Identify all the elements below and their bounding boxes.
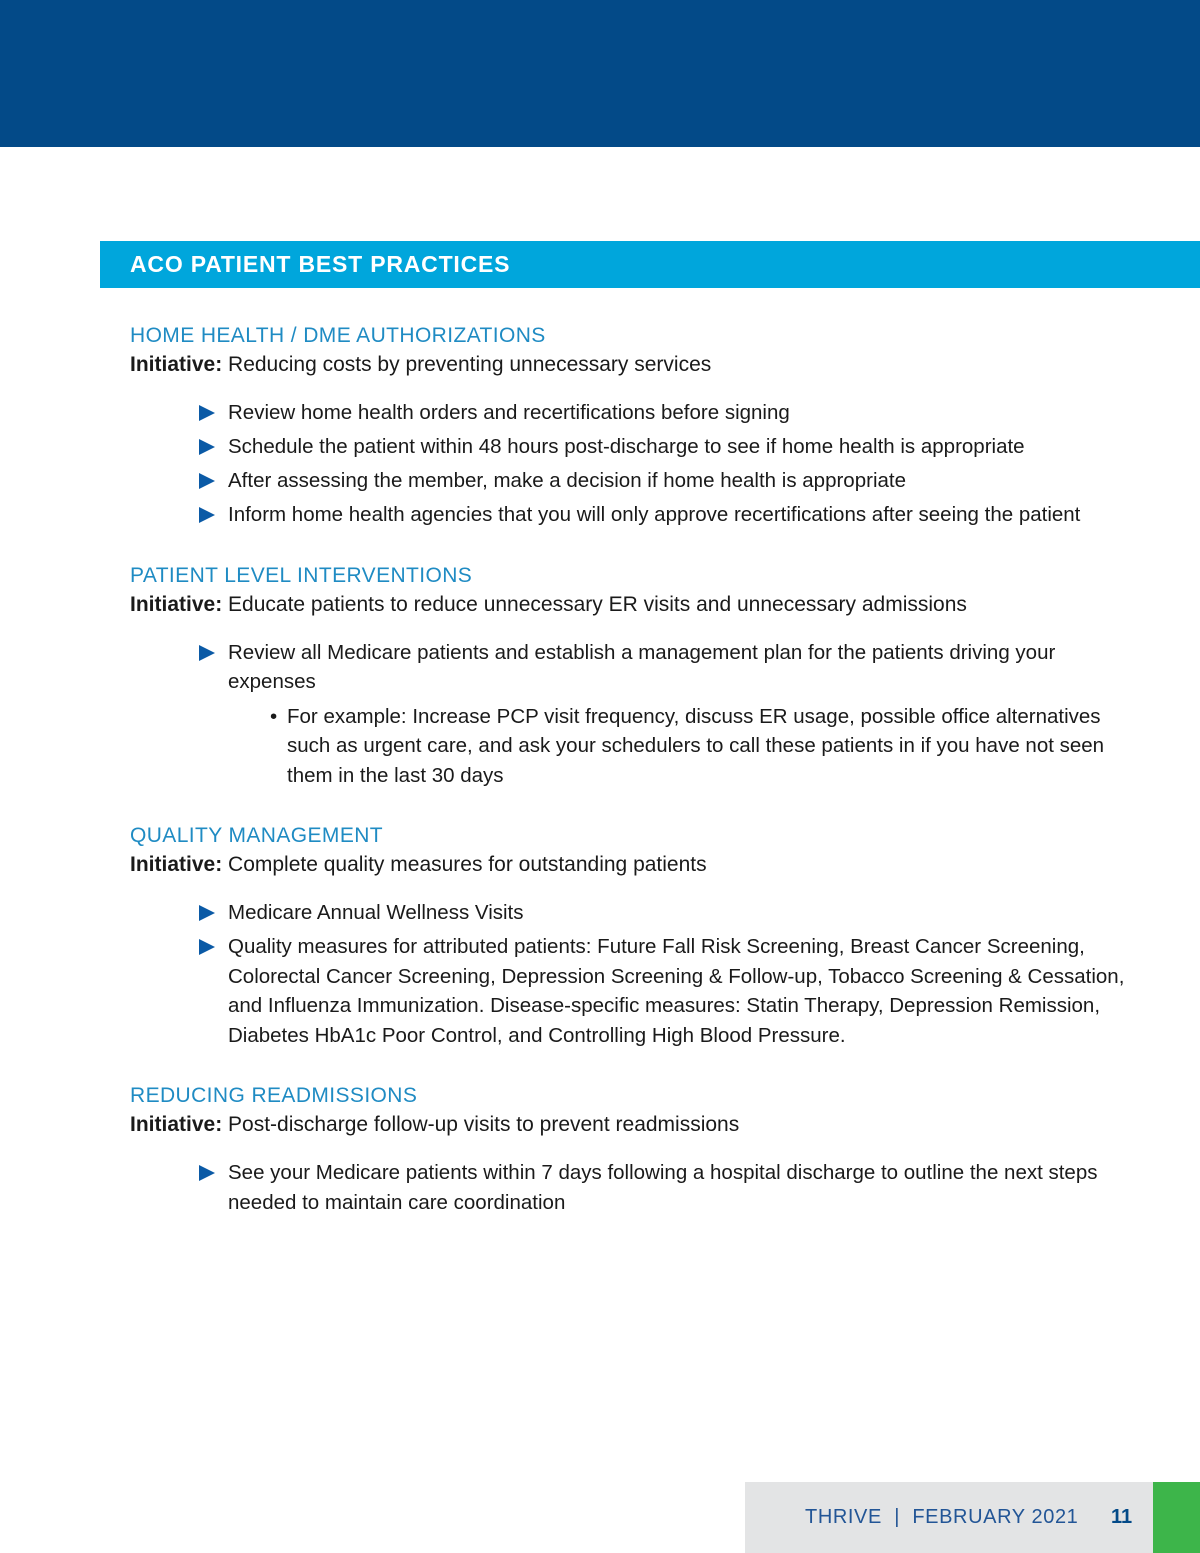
list-item-text: After assessing the member, make a decision if home health is appropriate bbox=[228, 469, 906, 492]
bullet-list bbox=[130, 898, 1130, 1050]
initiative-text: Educate patients to reduce unnecessary ER visits and unnecessary admissions bbox=[222, 592, 967, 616]
green-accent-tab bbox=[1153, 1482, 1200, 1553]
section-heading: PATIENT LEVEL INTERVENTIONS bbox=[130, 563, 473, 587]
bullet-list bbox=[130, 1158, 1130, 1217]
initiative-line bbox=[130, 1110, 1130, 1139]
bullet-dot-icon: • bbox=[270, 704, 278, 728]
section-patient-level bbox=[130, 561, 1130, 791]
list-item-text: Medicare Annual Wellness Visits bbox=[228, 901, 524, 924]
list-item bbox=[196, 466, 1130, 496]
list-item-text: Review all Medicare patients and establish a management plan for the patients driving your expenses bbox=[228, 640, 1056, 693]
top-color-band bbox=[0, 0, 1200, 147]
section-banner bbox=[100, 241, 1200, 288]
list-item bbox=[196, 932, 1130, 1050]
list-item-text: Inform home health agencies that you will only approve recertifications after seeing the patient bbox=[228, 503, 1081, 526]
footer-box bbox=[745, 1482, 1153, 1553]
initiative-line bbox=[130, 350, 1130, 379]
initiative-label: Initiative: bbox=[130, 592, 223, 616]
initiative-label: Initiative: bbox=[130, 1113, 223, 1136]
list-item bbox=[196, 638, 1130, 791]
footer-publication: THRIVE | FEBRUARY 2021 bbox=[805, 1506, 1079, 1528]
initiative-label: Initiative: bbox=[130, 853, 223, 876]
initiative-text: Post-discharge follow-up visits to prevent readmissions bbox=[222, 1113, 740, 1136]
bullet-list bbox=[130, 638, 1130, 791]
section-reducing-readmissions bbox=[130, 1081, 1130, 1217]
list-item-text: Schedule the patient within 48 hours post-discharge to see if home health is appropriate bbox=[228, 435, 1025, 458]
sub-bullet-list bbox=[228, 702, 1130, 791]
section-home-health bbox=[130, 321, 1130, 530]
list-item bbox=[196, 500, 1130, 530]
triangle-right-icon bbox=[198, 438, 216, 456]
initiative-text: Reducing costs by preventing unnecessary services bbox=[222, 353, 712, 376]
list-item-text: See your Medicare patients within 7 days following a hospital discharge to outline the next steps needed to maintain care coordination bbox=[228, 1161, 1098, 1214]
list-item-text: Review home health orders and recertifications before signing bbox=[228, 401, 790, 424]
triangle-right-icon bbox=[198, 506, 216, 524]
bullet-list bbox=[130, 398, 1130, 530]
triangle-right-icon bbox=[198, 1164, 216, 1182]
list-item bbox=[196, 432, 1130, 462]
list-item bbox=[196, 398, 1130, 428]
triangle-right-icon bbox=[198, 938, 216, 956]
initiative-text: Complete quality measures for outstanding patients bbox=[222, 853, 707, 876]
triangle-right-icon bbox=[198, 904, 216, 922]
section-heading: QUALITY MANAGEMENT bbox=[130, 824, 384, 847]
list-item-text: Quality measures for attributed patients: Future Fall Risk Screening, Breast Cancer Screening, Colorectal Cancer Screening, Depression Screening & Follow-up, Tobacco Screening & Cessation, and Influenza Immunization. Disease-specific measures: Statin Therapy, Depression Remission, Diabetes HbA1c Poor Control, and Controlling High Blood Pressure. bbox=[228, 935, 1125, 1047]
initiative-label: Initiative: bbox=[130, 353, 223, 376]
triangle-right-icon bbox=[198, 404, 216, 422]
section-heading: REDUCING READMISSIONS bbox=[130, 1084, 418, 1107]
section-heading: HOME HEALTH / DME AUTHORIZATIONS bbox=[130, 324, 546, 347]
sub-list-item-text: For example: Increase PCP visit frequency, discuss ER usage, possible office alternatives such as urgent care, and ask your schedulers to call these patients in if you have not seen them in the last 30 days bbox=[287, 704, 1105, 787]
list-item bbox=[196, 898, 1130, 928]
page-number: 11 bbox=[1111, 1506, 1133, 1528]
sub-list-item bbox=[270, 702, 1130, 791]
banner-title: ACO PATIENT BEST PRACTICES bbox=[130, 251, 511, 277]
initiative-line bbox=[130, 590, 1130, 619]
triangle-right-icon bbox=[198, 472, 216, 490]
section-quality-management bbox=[130, 821, 1130, 1050]
initiative-line bbox=[130, 850, 1130, 879]
page-content bbox=[130, 321, 1130, 1217]
triangle-right-icon bbox=[198, 644, 216, 662]
list-item bbox=[196, 1158, 1130, 1217]
